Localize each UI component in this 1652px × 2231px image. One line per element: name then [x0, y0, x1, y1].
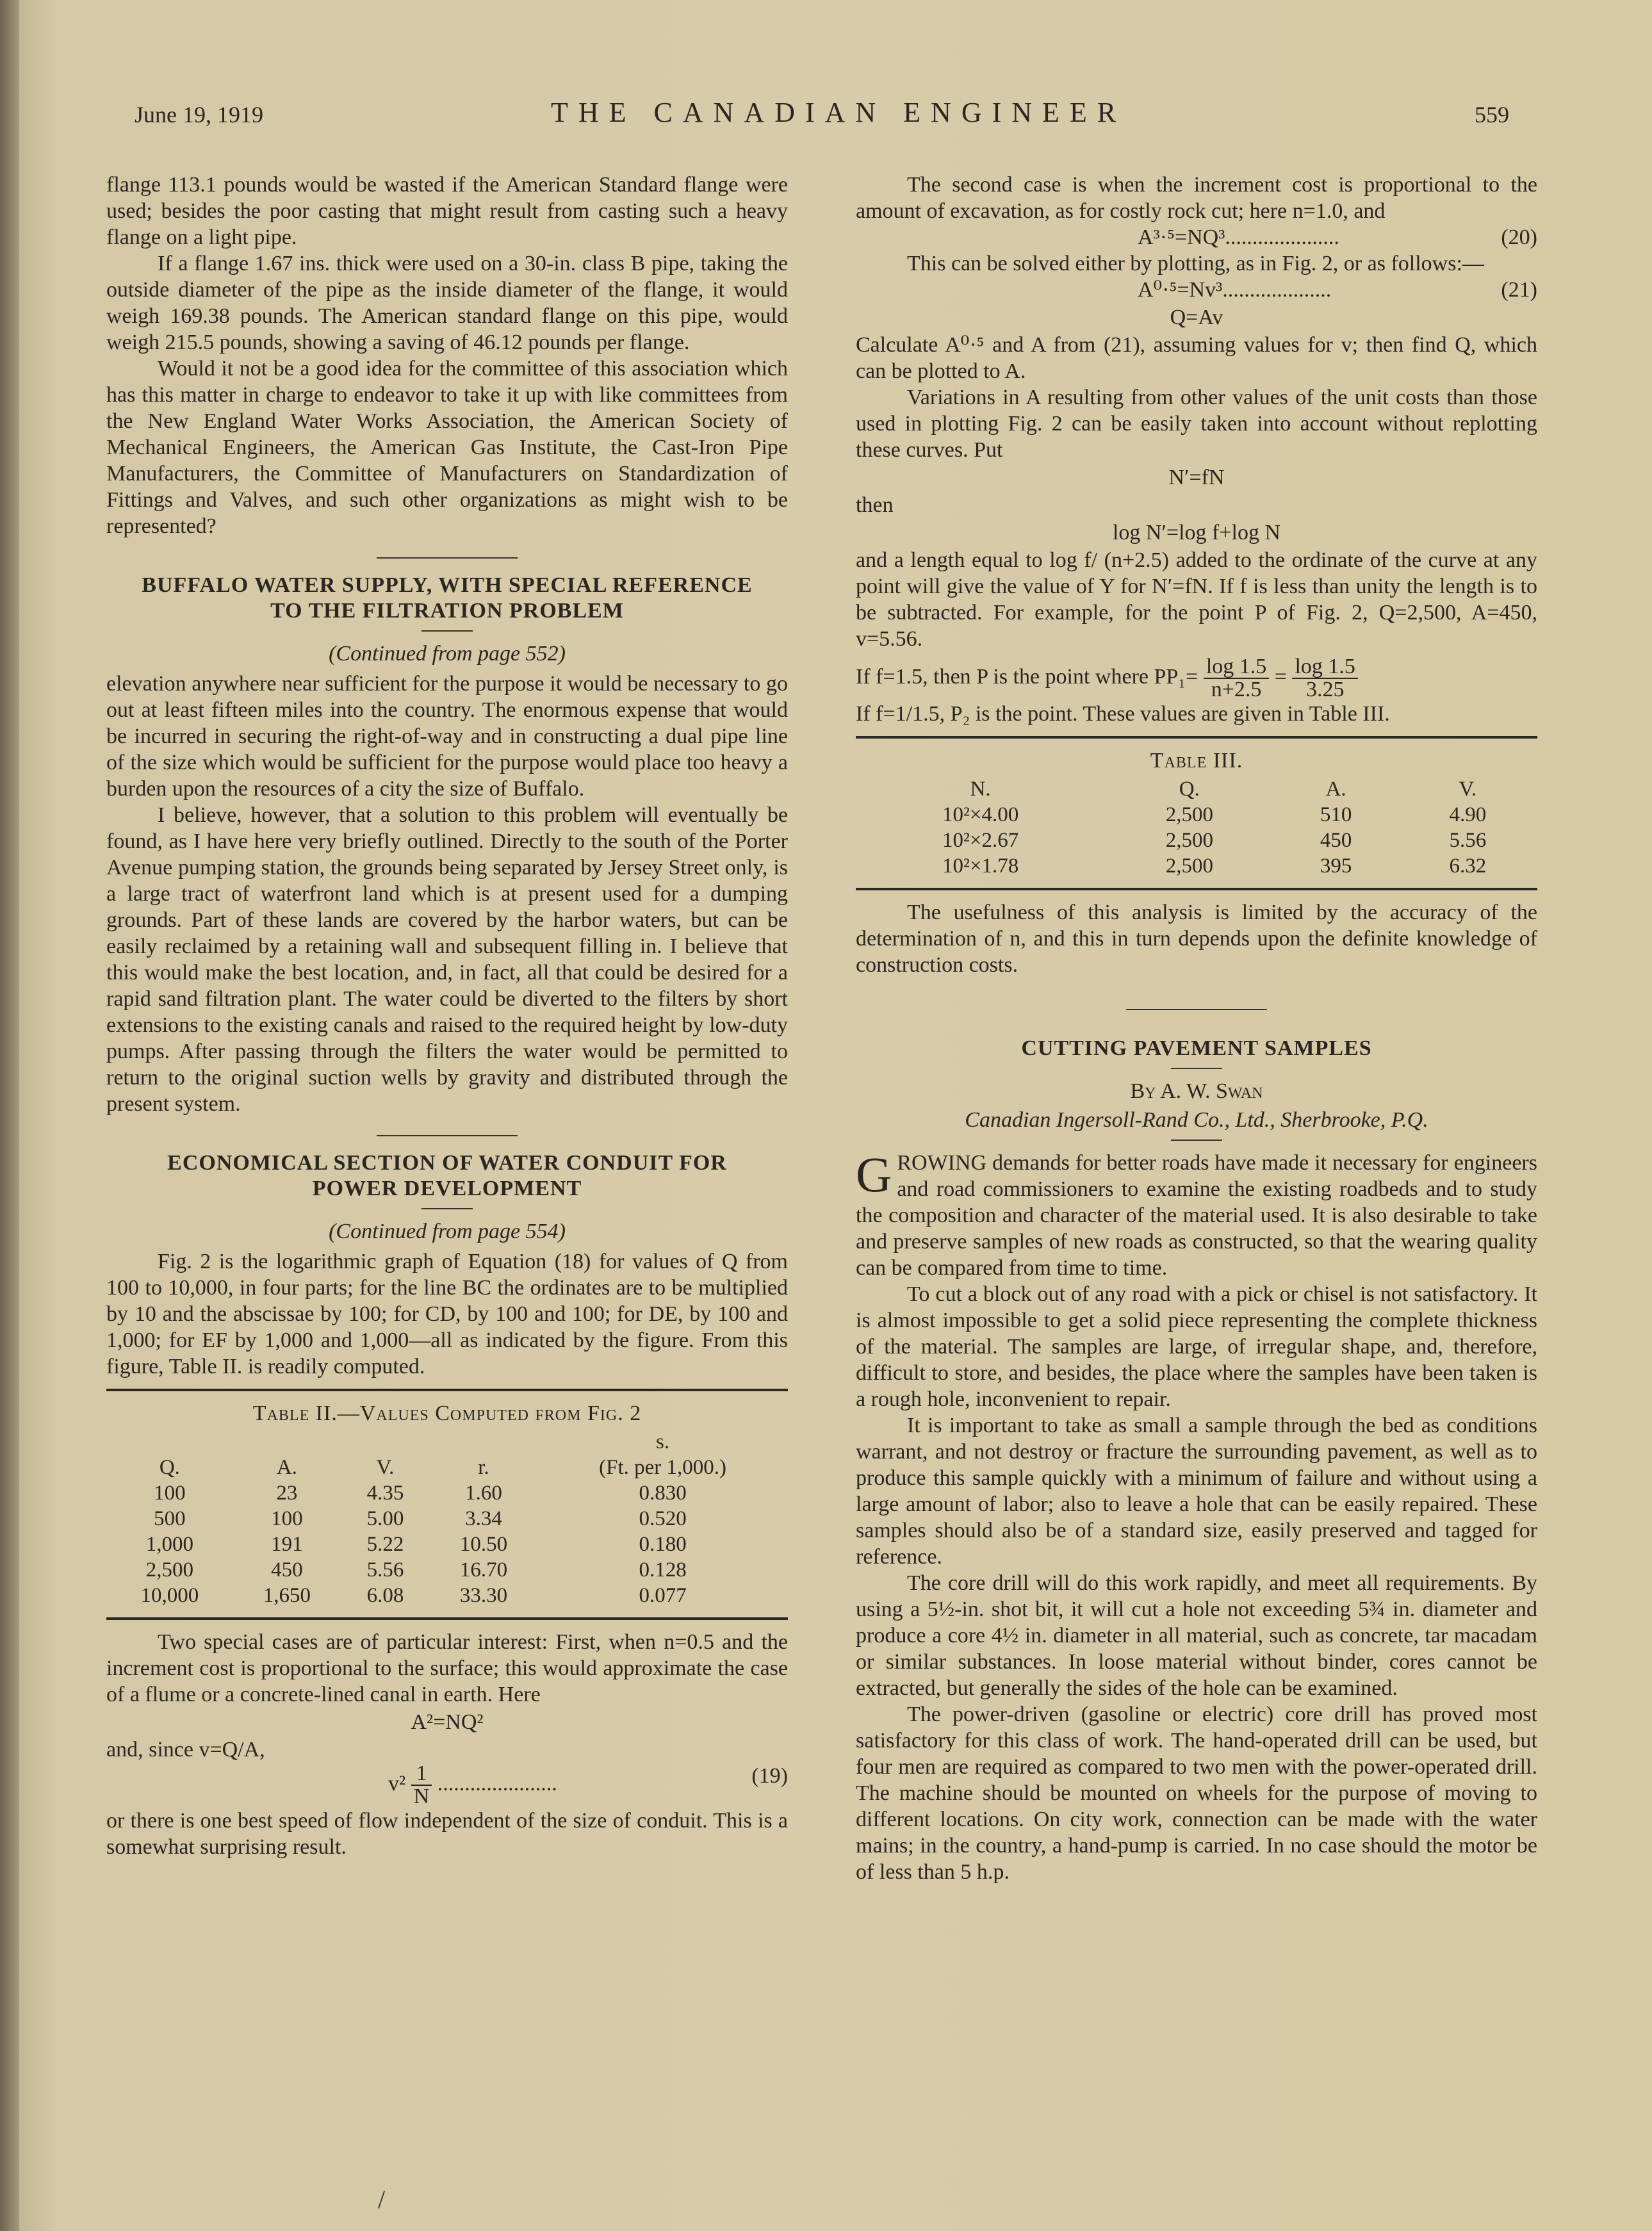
author-affiliation: Canadian Ingersoll-Rand Co., Ltd., Sherbrooke, P.Q. [965, 1108, 1428, 1132]
title-rule [421, 630, 473, 632]
paragraph: To cut a block out of any road with a pick or chisel is not satisfactory. It is almost impossible to get a solid piece representing the complete thickness of the material. The samples are large, of irregular shape, and, therefore, difficult to store, and besides, the place where the samples have been taken is a rough hole, inconvenient to repair. [856, 1282, 1537, 1411]
table-header-row [856, 776, 1537, 802]
equation-21 [856, 277, 1537, 303]
table-header-row [106, 1455, 788, 1480]
table-cell: 10²×1.78 [942, 854, 1019, 878]
equation-number: (21) [1501, 278, 1537, 302]
table-rule-bottom [106, 1617, 788, 1620]
equation-body: A³·⁵=NQ³..................... [1138, 225, 1339, 249]
equation-term: v² [388, 1771, 406, 1795]
table-cell: 191 [271, 1533, 303, 1556]
equation-20 [856, 224, 1537, 250]
table-header-cell: A. [1325, 778, 1346, 801]
table-3 [856, 776, 1537, 879]
table-cell: 1,000 [145, 1533, 193, 1556]
paragraph: The usefulness of this analysis is limited by the accuracy of the determination of n, and this in turn depends upon the definite knowledge of construction costs. [856, 901, 1537, 977]
equals-sign: = [1274, 664, 1287, 689]
paragraph: This can be solved either by plotting, as in Fig. 2, or as follows:— [907, 252, 1484, 275]
table-cell: 3.34 [465, 1507, 502, 1530]
table-row [106, 1480, 788, 1506]
text-run: ROWING demands for better roads have made it necessary for engineers and road commissioners to examine the existing roadbeds and to study the composition and character of the material used. It is also desirable to take and preserve samples of new roads as constructed, so that the wearing quality can be compared from time to time. [856, 1151, 1537, 1280]
paragraph: It is important to take as small a sample through the bed as conditions warrant, and not destroy or fracture the surrounding pavement, as well as to produce this sample quickly with a minimum of failure and without using a large amount of labor; also to leave a hole that can be easily repaired. These samples should also be of a standard size, easily preserved and tagged for reference. [856, 1414, 1537, 1569]
equation-leader-dots: ...................... [437, 1771, 557, 1795]
table-cell: 4.35 [366, 1482, 404, 1505]
title-rule [421, 1208, 473, 1209]
paragraph: I believe, however, that a solution to this problem will eventually be found, as I have here very briefly outlined. Directly to the south of the Porter Avenue pumping station, the grounds being separated by Jersey Street only, is a large tract of waterfront land which is at present used for a dumping grounds. Part of these lands are covered by the harbor waters, but can be easily reclaimed by a retaining wall and subsequent filling in. I believe that this would make the best location, and, in fact, all that could be desired for a rapid sand filtration plant. The water could be diverted to the filters by short extensions to the existing canals and raised to the required height by low-duty pumps. After passing through the filters the water would be permitted to return to the original suction wells by gravity and distributed through the present system. [106, 803, 788, 1116]
paragraph: or there is one best speed of flow independent of the size of conduit. This is a somewhat surprising result. [106, 1809, 788, 1859]
running-header [0, 96, 1652, 135]
fraction [1292, 656, 1357, 701]
section-divider [377, 557, 518, 559]
table-cell: 6.08 [366, 1584, 404, 1607]
table-cell: 5.00 [366, 1507, 404, 1530]
table-cell: 0.128 [639, 1558, 687, 1581]
table-cell: 5.56 [366, 1558, 404, 1581]
table-row [856, 853, 1537, 879]
table-header-cell: V. [376, 1456, 395, 1479]
table-cell: 2,500 [1165, 829, 1213, 852]
table-rule-top [856, 736, 1537, 739]
table-cell: 16.70 [459, 1558, 508, 1581]
table-cell: 0.830 [639, 1482, 687, 1505]
paragraph: The power-driven (gasoline or electric) core drill has proved most satisfactory for this class of work. The hand-operated drill can be used, but four men are required as compared to two men with the power-operated drill. The machine should be mounted on wheels for the purpose of moving to different locations. On city work, connection can be made with the water mains; in the country, a hand-pump is carried. In no case should the motor be of less than 5 h.p. [856, 1703, 1537, 1884]
header-date: June 19, 1919 [135, 102, 263, 127]
byline: By A. W. Swan [1130, 1079, 1263, 1103]
table-cell: 10²×2.67 [942, 829, 1019, 852]
table-3-caption: Table III. [1150, 749, 1243, 772]
table-cell: 6.32 [1449, 854, 1487, 878]
table-cell: 5.22 [366, 1533, 404, 1556]
article-title-buffalo: BUFFALO WATER SUPPLY, WITH SPECIAL REFERENCE TO THE FILTRATION PROBLEM [142, 573, 753, 623]
fraction-denominator: 3.25 [1305, 678, 1345, 701]
table-cell: 0.520 [639, 1507, 687, 1530]
continued-note: (Continued from page 554) [329, 1220, 566, 1243]
paragraph: If f=1/1.5, P₂ is the point. These values are given in Table III. [856, 702, 1390, 726]
equation-number: (20) [1501, 225, 1537, 249]
table-row [106, 1557, 788, 1583]
table-cell: 2,500 [1165, 854, 1213, 878]
paragraph-with-fraction [856, 656, 1537, 701]
table-cell: 510 [1320, 803, 1352, 826]
paragraph: Would it not be a good idea for the committee of this association which has this matter in charge to endeavor to take it up with like committees from the New England Water Works Association, the American Society of Mechanical Engineers, the American Gas Institute, the Cast-Iron Pipe Manufacturers, the Committee of Manufacturers on Standardization of Fittings and Valves, and such other organizations as might wish to be represented? [106, 357, 788, 538]
equation-19 [106, 1763, 788, 1808]
paragraph: Fig. 2 is the logarithmic graph of Equation (18) for values of Q from 100 to 10,000, in four parts; for the line BC the ordinates are to be multiplied by 10 and the abscissae by 100; for CD, by 100 and 100; for DE, by 100 and 1,000; for EF by 1,000 and 1,000—all as indicated by the figure. From this figure, Table II. is readily computed. [106, 1250, 788, 1378]
paragraph: The core drill will do this work rapidly, and meet all requirements. By using a 5½-in. shot bit, it will cut a hole not exceeding 5¾ in. diameter and produce a core 4½ in. diameter in all material, such as concrete, tar macadam or similar substances. In loose material without binder, cores cannot be extracted, but generally the sides of the hole can be examined. [856, 1571, 1537, 1700]
paragraph: and, since v=Q/A, [106, 1738, 265, 1761]
table-cell: 33.30 [459, 1584, 508, 1607]
table-2 [106, 1429, 788, 1608]
table-cell: 10²×4.00 [942, 803, 1019, 826]
table-2-caption: Table II.—Values Computed from Fig. 2 [252, 1402, 642, 1425]
fraction [411, 1763, 432, 1808]
table-row [106, 1532, 788, 1557]
equation: A²=NQ² [411, 1710, 484, 1734]
fraction-numerator: log 1.5 [1204, 656, 1269, 679]
table-cell: 100 [154, 1482, 186, 1505]
table-header-cell: Q. [1179, 778, 1200, 801]
table-cell: 500 [154, 1507, 186, 1530]
equation: log N′=log f+log N [1112, 521, 1281, 544]
table-cell: 395 [1320, 854, 1352, 878]
table-rule-top [106, 1389, 788, 1391]
title-rule [1171, 1068, 1222, 1069]
table-header-cell: r. [478, 1456, 489, 1479]
drop-cap: G [856, 1147, 892, 1202]
fraction-numerator: 1 [411, 1763, 432, 1786]
table-row [856, 828, 1537, 853]
table-subheader-row [106, 1429, 788, 1455]
journal-title: THE CANADIAN ENGINEER [551, 97, 1127, 128]
paragraph [856, 1147, 1537, 1281]
paragraph: and a length equal to log f/ (n+2.5) added to the ordinate of the curve at any point will give the value of Y for N′=fN. If f is less than unity the length is to be subtracted. For example, for the point P of Fig. 2, Q=2,500, A=450, v=5.56. [856, 548, 1537, 651]
table-cell: 450 [271, 1558, 303, 1581]
equation: N′=fN [1168, 466, 1225, 489]
right-column [856, 172, 1537, 1885]
equation-number: (19) [751, 1764, 788, 1788]
fraction-numerator: log 1.5 [1292, 656, 1357, 679]
section-divider [1126, 1009, 1267, 1010]
equation-body: A⁰·⁵=Nv³.................... [1138, 278, 1332, 302]
paragraph: If a flange 1.67 ins. thick were used on a 30-in. class B pipe, taking the outside diameter of the pipe as the inside diameter of the flange, it would weigh 169.38 pounds. The American standard flange on this pipe, would weigh 215.5 pounds, showing a saving of 46.12 pounds per flange. [106, 252, 788, 354]
table-cell: 0.077 [639, 1584, 687, 1607]
page-number: 559 [1475, 102, 1509, 127]
paragraph: Variations in A resulting from other values of the unit costs than those used in plotting Fig. 2 can be easily taken into account without replotting these curves. Put [856, 386, 1537, 462]
continued-note: (Continued from page 552) [329, 642, 566, 666]
section-divider [377, 1135, 518, 1136]
table-cell: 450 [1320, 829, 1352, 852]
equation: Q=Av [1170, 306, 1223, 329]
table-header-cell: Q. [159, 1456, 180, 1479]
table-row [106, 1506, 788, 1532]
fraction-denominator: N [413, 1785, 430, 1808]
table-cell: 100 [271, 1507, 303, 1530]
text-run: If f=1.5, then P is the point where PP₁= [856, 664, 1198, 689]
table-rule-bottom [856, 888, 1537, 890]
left-column [106, 172, 788, 1860]
table-cell: 0.180 [639, 1533, 687, 1556]
table-header-cell: A. [276, 1456, 297, 1479]
paragraph: then [856, 493, 894, 517]
table-header-cell: s. [656, 1430, 670, 1453]
table-header-cell: (Ft. per 1,000.) [599, 1456, 726, 1479]
paragraph: Calculate A⁰·⁵ and A from (21), assuming values for v; then find Q, which can be plotted to A. [856, 333, 1537, 383]
stray-ink-mark: / [378, 2185, 386, 2214]
paragraph: flange 113.1 pounds would be wasted if the American Standard flange were used; besides the poor casting that might result from casting such a heavy flange on a light pipe. [106, 173, 788, 249]
table-cell: 5.56 [1449, 829, 1487, 852]
page-binding-shadow [0, 0, 19, 2231]
table-row [106, 1583, 788, 1608]
title-rule [1171, 1140, 1222, 1141]
table-cell: 2,500 [1165, 803, 1213, 826]
table-cell: 1,650 [263, 1584, 311, 1607]
table-row [856, 802, 1537, 828]
paragraph: elevation anywhere near sufficient for the purpose it would be necessary to go out at least fifteen miles into the country. The enormous expense that would be incurred in securing the right-of-way and in constructing a dual pipe line of the size which would be sufficient for the purpose would place too heavy a burden upon the resources of a city the size of Buffalo. [106, 672, 788, 801]
fraction-denominator: n+2.5 [1211, 678, 1262, 701]
table-cell: 10.50 [459, 1533, 508, 1556]
table-cell: 23 [276, 1482, 298, 1505]
table-cell: 10,000 [140, 1584, 199, 1607]
article-title-conduit: ECONOMICAL SECTION OF WATER CONDUIT FOR POWER DEVELOPMENT [167, 1151, 727, 1200]
paragraph: Two special cases are of particular interest: First, when n=0.5 and the increment cost is proportional to the surface; this would approximate the case of a flume or a concrete-lined canal in earth. Here [106, 1630, 788, 1706]
table-header-cell: V. [1459, 778, 1477, 801]
table-header-cell: N. [970, 778, 991, 801]
table-cell: 2,500 [145, 1558, 193, 1581]
table-cell: 1.60 [465, 1482, 502, 1505]
article-title-cutting: CUTTING PAVEMENT SAMPLES [1021, 1036, 1372, 1060]
fraction [1204, 656, 1269, 701]
table-cell: 4.90 [1449, 803, 1487, 826]
paragraph: The second case is when the increment cost is proportional to the amount of excavation, as for costly rock cut; here n=1.0, and [856, 173, 1537, 223]
